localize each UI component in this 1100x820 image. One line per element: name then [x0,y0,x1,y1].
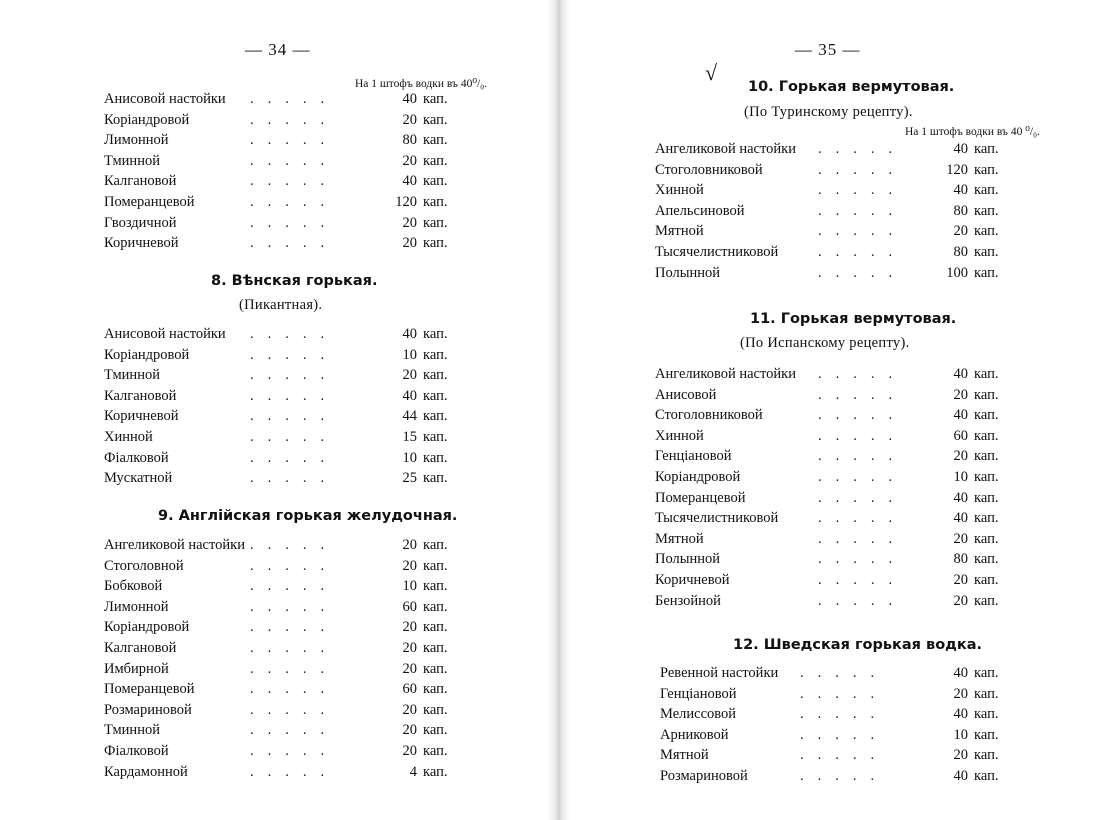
ingredient-row [660,686,1014,706]
ingredient-row [104,91,463,111]
ingredient-unit: кап. [974,161,999,178]
ingredient-name: Мускатной [104,470,173,487]
page-number-left: — 34 — [245,40,311,59]
ingredient-name: Бобковой [104,578,163,595]
ingredient-unit: кап. [423,640,448,656]
ingredient-row [104,326,463,346]
ingredient-row [660,665,1014,685]
ingredient-unit: кап. [423,537,448,553]
ingredient-name: Мелиссовой [660,706,737,723]
ingredient-row [104,619,463,639]
ingredient-amount: 80 [953,244,968,260]
ingredient-name: Генціановой [655,448,732,465]
ingredient-unit: кап. [974,706,999,723]
ingredient-amount: 20 [402,619,417,636]
leader-dots: ..... [800,685,889,702]
ingredient-unit: кап. [974,244,999,260]
ingredient-amount: 20 [402,235,417,252]
ingredient-row [655,469,1014,489]
ingredient-amount: 20 [402,701,417,718]
ingredient-row [655,490,1014,510]
ingredient-row [104,367,463,387]
ingredient-unit: кап. [974,530,999,547]
ingredient-name: Коричневой [104,235,179,252]
leader-dots: ..... [818,469,907,485]
ingredient-name: Ангеликовой настойки [104,537,245,553]
right-page [550,0,1100,820]
ingredient-amount: 40 [953,182,968,199]
ingredient-amount: 20 [402,537,417,553]
ingredient-row [655,531,1014,551]
section-11-subtitle: (По Испанскому рецепту). [740,335,910,351]
ingredient-unit: кап. [423,660,448,677]
ingredient-unit: кап. [423,346,448,363]
ingredient-amount: 40 [402,387,417,404]
ingredient-unit: кап. [423,598,448,615]
ingredient-row [655,407,1014,427]
leader-dots: ..... [250,173,339,190]
ingredient-amount: 20 [402,367,417,384]
ingredient-row [655,244,1014,264]
leader-dots: ..... [250,235,339,252]
ingredient-name: Апельсиновой [655,202,745,219]
ingredient-amount: 60 [953,427,968,444]
ingredient-row [104,681,463,701]
section-10-subtitle: (По Туринскому рецепту). [744,104,913,120]
section-12-title: 12. Шведская горькая водка. [733,637,982,653]
ingredient-unit: кап. [974,386,999,403]
ingredient-name: Тминной [104,152,160,169]
ingredient-unit: кап. [423,214,448,231]
ingredient-unit: кап. [423,557,448,574]
ingredient-row [655,162,1014,182]
ingredient-row [104,450,463,470]
leader-dots: ..... [800,726,889,743]
ingredient-amount: 20 [953,530,968,547]
leader-dots: ..... [250,387,339,404]
ingredient-unit: кап. [423,173,448,190]
ingredient-name: Хинной [655,182,704,199]
ingredient-name: Коричневой [655,572,730,588]
ingredient-unit: кап. [423,132,448,149]
ingredient-name: Коріандровой [104,111,190,128]
ingredient-name: Ангеликовой настойки [655,366,796,382]
leader-dots: ..... [818,244,907,260]
ingredient-unit: кап. [974,427,999,444]
leader-dots: ..... [250,681,339,698]
ingredient-name: Лимонной [104,132,169,149]
ingredient-unit: кап. [423,619,448,636]
leader-dots: ..... [250,152,339,169]
ingredient-unit: кап. [974,264,999,281]
page-number-right: — 35 — [795,40,861,59]
leader-dots: ..... [250,132,339,149]
ingredient-amount: 20 [402,660,417,677]
leader-dots: ..... [818,161,907,178]
ingredient-unit: кап. [423,701,448,718]
ingredient-name: Тысячелистниковой [655,510,779,527]
ingredient-name: Стоголовниковой [655,161,763,178]
ingredient-row [104,743,463,763]
leader-dots: ..... [250,194,339,210]
ingredient-name: Калгановой [104,173,177,190]
ingredient-amount: 10 [402,346,417,363]
ingredient-row [104,764,463,784]
ingredient-row [104,640,463,660]
ingredient-amount: 20 [402,214,417,231]
ingredient-row [660,768,1014,788]
ingredient-row [655,593,1014,613]
ingredient-row [104,153,463,173]
ingredient-row [655,510,1014,530]
ingredient-unit: кап. [974,768,999,784]
ingredient-unit: кап. [974,489,999,506]
ingredient-name: Полынной [655,551,721,568]
ingredient-row [655,265,1014,285]
ingredient-name: Коріандровой [655,469,741,485]
leader-dots: ..... [800,706,889,723]
ingredient-name: Коріандровой [104,619,190,636]
leader-dots: ..... [818,448,907,465]
leader-dots: ..... [250,701,339,718]
ingredient-name: Померанцевой [655,489,746,506]
ingredient-amount: 40 [953,489,968,506]
leader-dots: ..... [250,346,339,363]
leader-dots: ..... [250,91,339,107]
ingredient-amount: 15 [402,429,417,445]
ingredient-row [104,235,463,255]
ingredient-amount: 40 [402,326,417,342]
ingredient-row [104,112,463,132]
ingredient-unit: кап. [974,592,999,609]
header-note-left: На 1 штофъ водки въ 40⁰/₀. [355,78,488,90]
ingredient-row [655,366,1014,386]
ingredient-unit: кап. [974,747,999,764]
ingredient-row [655,428,1014,448]
ingredient-unit: кап. [423,235,448,252]
ingredient-name: Ангеликовой настойки [655,141,796,157]
ingredient-unit: кап. [423,763,448,780]
ingredient-amount: 40 [953,665,968,681]
leader-dots: ..... [818,489,907,506]
ingredient-row [104,408,463,428]
ingredient-row [104,347,463,367]
ingredient-name: Мятной [660,747,709,764]
leader-dots: ..... [818,407,907,424]
leader-dots: ..... [818,223,907,240]
ingredient-unit: кап. [974,407,999,424]
ingredient-row [104,388,463,408]
ingredient-amount: 40 [953,407,968,424]
ingredient-unit: кап. [423,326,448,342]
ingredient-row [104,173,463,193]
ingredient-amount: 44 [402,408,417,425]
ingredient-name: Тминной [104,722,160,739]
leader-dots: ..... [250,763,339,780]
ingredient-amount: 40 [953,510,968,527]
ingredient-unit: кап. [974,510,999,527]
ingredient-row [655,223,1014,243]
margin-check-mark: √ [705,60,718,85]
ingredient-name: Полынной [655,264,721,281]
ingredient-row [655,551,1014,571]
leader-dots: ..... [818,141,907,157]
ingredient-row [104,558,463,578]
ingredient-amount: 20 [402,152,417,169]
leader-dots: ..... [250,111,339,128]
ingredient-amount: 20 [402,640,417,656]
ingredient-row [104,722,463,742]
leader-dots: ..... [818,551,907,568]
ingredient-name: Анисовой настойки [104,91,226,107]
ingredient-unit: кап. [423,194,448,210]
ingredient-row [104,470,463,490]
ingredient-row [104,429,463,449]
ingredient-name: Мятной [655,223,704,240]
ingredient-row [655,203,1014,223]
ingredient-unit: кап. [974,448,999,465]
ingredient-amount: 120 [395,194,417,210]
ingredient-row [655,448,1014,468]
leader-dots: ..... [250,449,339,466]
leader-dots: ..... [250,408,339,425]
ingredient-unit: кап. [423,722,448,739]
ingredient-amount: 20 [953,448,968,465]
ingredient-unit: кап. [423,408,448,425]
ingredient-amount: 4 [409,763,417,780]
section-11-title: 11. Горькая вермутовая. [750,311,957,327]
ingredient-amount: 20 [953,572,968,588]
ingredient-row [104,599,463,619]
ingredient-name: Мятной [655,530,704,547]
ingredient-amount: 20 [953,386,968,403]
ingredient-name: Тминной [104,367,160,384]
ingredient-amount: 20 [402,722,417,739]
ingredient-name: Гвоздичной [104,214,177,231]
leader-dots: ..... [800,747,889,764]
ingredient-unit: кап. [423,91,448,107]
ingredient-name: Лимонной [104,598,169,615]
ingredient-unit: кап. [423,429,448,445]
ingredient-amount: 20 [402,743,417,759]
ingredient-name: Арниковой [660,726,729,743]
ingredient-row [655,572,1014,592]
leader-dots: ..... [250,214,339,231]
leader-dots: ..... [818,427,907,444]
ingredient-row [655,182,1014,202]
ingredient-unit: кап. [423,578,448,595]
leader-dots: ..... [818,182,907,199]
ingredient-name: Тысячелистниковой [655,244,779,260]
ingredient-name: Фіалковой [104,743,169,759]
ingredient-amount: 80 [402,132,417,149]
section-8-title: 8. Вѣнская горькая. [211,273,378,289]
ingredient-unit: кап. [423,470,448,487]
ingredient-row [660,706,1014,726]
ingredient-unit: кап. [974,685,999,702]
leader-dots: ..... [250,557,339,574]
ingredient-unit: кап. [423,387,448,404]
ingredient-amount: 20 [402,557,417,574]
leader-dots: ..... [818,386,907,403]
ingredient-unit: кап. [974,726,999,743]
ingredient-amount: 40 [953,366,968,382]
ingredient-amount: 20 [953,223,968,240]
ingredient-amount: 25 [402,470,417,487]
leader-dots: ..... [818,572,907,588]
ingredient-unit: кап. [423,743,448,759]
ingredient-unit: кап. [423,111,448,128]
ingredient-row [660,747,1014,767]
ingredient-row [655,141,1014,161]
ingredient-amount: 80 [953,551,968,568]
ingredient-amount: 40 [402,173,417,190]
ingredient-name: Стоголовной [104,557,184,574]
ingredient-name: Ревенной настойки [660,665,779,681]
ingredient-row [104,537,463,557]
ingredient-row [104,702,463,722]
ingredient-row [104,578,463,598]
ingredient-amount: 120 [946,161,968,178]
section-8-subtitle: (Пикантная). [239,297,323,313]
leader-dots: ..... [250,578,339,595]
leader-dots: ..... [250,722,339,739]
leader-dots: ..... [250,598,339,615]
ingredient-amount: 20 [953,685,968,702]
ingredient-unit: кап. [974,366,999,382]
ingredient-unit: кап. [423,681,448,698]
section-10-title: 10. Горькая вермутовая. [748,79,955,95]
ingredient-row [104,661,463,681]
ingredient-amount: 20 [402,111,417,128]
ingredient-row [104,132,463,152]
leader-dots: ..... [818,264,907,281]
leader-dots: ..... [800,768,889,784]
ingredient-amount: 20 [953,592,968,609]
ingredient-name: Фіалковой [104,449,169,466]
ingredient-name: Анисовой [655,386,717,403]
leader-dots: ..... [818,530,907,547]
ingredient-amount: 60 [402,681,417,698]
ingredient-name: Имбирной [104,660,169,677]
ingredient-unit: кап. [974,141,999,157]
leader-dots: ..... [250,640,339,656]
ingredient-unit: кап. [423,152,448,169]
ingredient-unit: кап. [974,665,999,681]
leader-dots: ..... [250,429,339,445]
leader-dots: ..... [250,619,339,636]
ingredient-row [104,215,463,235]
ingredient-name: Стоголовниковой [655,407,763,424]
ingredient-unit: кап. [974,182,999,199]
ingredient-amount: 10 [953,726,968,743]
ingredient-name: Хинной [655,427,704,444]
ingredient-name: Анисовой настойки [104,326,226,342]
ingredient-unit: кап. [974,572,999,588]
leader-dots: ..... [250,537,339,553]
ingredient-amount: 40 [953,141,968,157]
leader-dots: ..... [250,326,339,342]
ingredient-row [104,194,463,214]
ingredient-amount: 40 [402,91,417,107]
ingredient-name: Генціановой [660,685,737,702]
ingredient-name: Розмариновой [104,701,192,718]
ingredient-name: Померанцевой [104,194,195,210]
ingredient-amount: 10 [953,469,968,485]
ingredient-unit: кап. [974,223,999,240]
leader-dots: ..... [818,366,907,382]
ingredient-row [655,387,1014,407]
leader-dots: ..... [818,592,907,609]
ingredient-amount: 10 [402,578,417,595]
ingredient-amount: 80 [953,202,968,219]
ingredient-name: Коричневой [104,408,179,425]
ingredient-name: Коріандровой [104,346,190,363]
ingredient-name: Калгановой [104,387,177,404]
leader-dots: ..... [250,367,339,384]
ingredient-name: Розмариновой [660,768,748,784]
leader-dots: ..... [250,743,339,759]
ingredient-unit: кап. [423,449,448,466]
ingredient-unit: кап. [974,551,999,568]
leader-dots: ..... [818,510,907,527]
header-note-right: На 1 штофъ водки въ 40 ⁰/₀. [905,126,1040,138]
ingredient-amount: 20 [953,747,968,764]
leader-dots: ..... [818,202,907,219]
ingredient-amount: 40 [953,706,968,723]
ingredient-unit: кап. [974,202,999,219]
ingredient-name: Калгановой [104,640,177,656]
ingredient-unit: кап. [974,469,999,485]
leader-dots: ..... [250,470,339,487]
ingredient-unit: кап. [423,367,448,384]
ingredient-name: Хинной [104,429,153,445]
ingredient-row [660,727,1014,747]
ingredient-amount: 40 [953,768,968,784]
ingredient-name: Кардамонной [104,763,188,780]
ingredient-amount: 100 [946,264,968,281]
leader-dots: ..... [250,660,339,677]
ingredient-name: Бензойной [655,592,721,609]
section-9-title: 9. Англійская горькая желудочная. [158,508,458,524]
ingredient-name: Померанцевой [104,681,195,698]
ingredient-amount: 10 [402,449,417,466]
leader-dots: ..... [800,665,889,681]
ingredient-amount: 60 [402,598,417,615]
